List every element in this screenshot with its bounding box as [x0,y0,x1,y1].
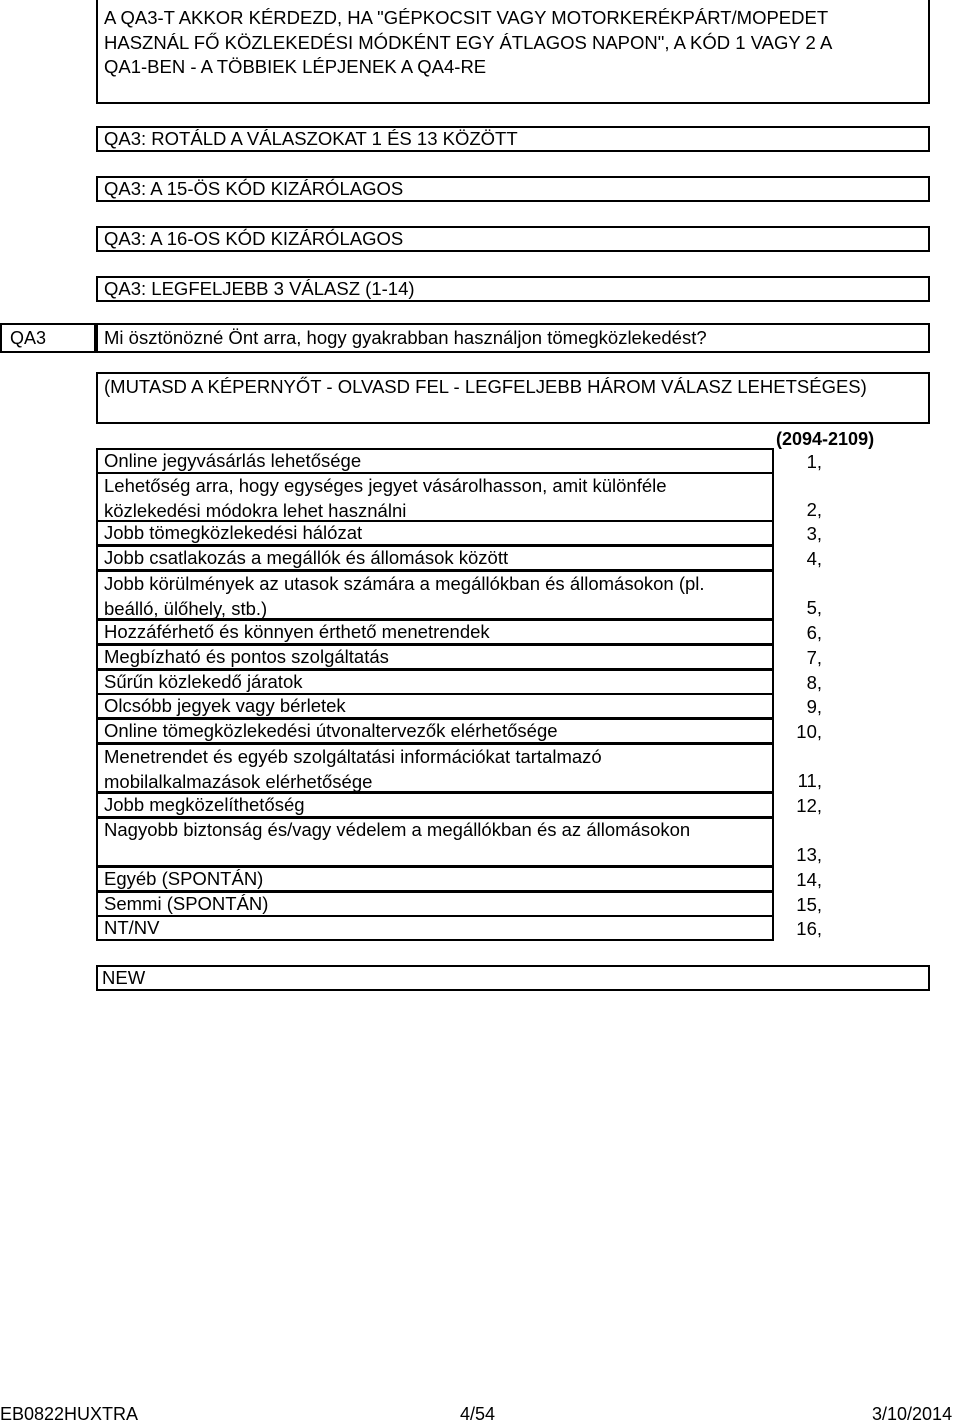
answer-option-label [96,545,774,571]
exclusive-16-instruction: QA3: A 16-OS KÓD KIZÁRÓLAGOS [96,226,930,252]
answer-option-label [96,644,774,670]
answer-option-label [96,817,774,867]
answer-option-label [96,448,774,474]
answer-option-code: 15, [796,894,822,915]
max-answers-instruction: QA3: LEGFELJEBB 3 VÁLASZ (1-14) [96,276,930,302]
answer-option-text-line: Sűrűn közlekedő járatok [104,671,303,692]
answer-option-text-line: Menetrendet és egyéb szolgáltatási információkat tartalmazó [104,746,602,767]
answer-option-text-line: Jobb tömegközlekedési hálózat [104,522,363,543]
answer-option-code: 10, [796,721,822,742]
filter-instruction-box [96,0,930,104]
answer-option-label [96,693,774,719]
answer-option-text-line: Hozzáférhető és könnyen érthető menetrendek [104,621,490,642]
answer-option-code: 8, [806,672,822,693]
answer-option-label [96,891,774,917]
answer-option-text-line: beálló, ülőhely, stb.) [104,597,268,619]
filter-instruction-line: QA1-BEN - A TÖBBIEK LÉPJENEK A QA4-RE [104,56,487,77]
answer-option-code: 7, [806,647,822,668]
answer-option-label [96,792,774,818]
answer-option-text-line: közlekedési módokra lehet használni [104,499,407,521]
rotate-instruction: QA3: ROTÁLD A VÁLASZOKAT 1 ÉS 13 KÖZÖTT [96,126,930,152]
exclusive-15-instruction: QA3: A 15-ÖS KÓD KIZÁRÓLAGOS [96,176,930,202]
answer-option-code: 16, [796,918,822,939]
new-label: NEW [96,965,930,991]
answer-option-label [96,570,774,620]
answer-option-label [96,669,774,695]
answer-option-code: 3, [806,523,822,544]
answer-option-label [96,915,774,941]
answer-option-text-line: Nagyobb biztonság és/vagy védelem a megállókban és az állomásokon [104,819,691,840]
answer-option-text-line: Lehetőség arra, hogy egységes jegyet vásárolhasson, amit különféle [104,475,667,496]
answer-option-code: 13, [796,844,822,865]
filter-instruction-line: A QA3-T AKKOR KÉRDEZD, HA "GÉPKOCSIT VAGY MOTORKERÉKPÁRT/MOPEDET [104,7,829,28]
answer-option-text-line: Jobb megközelíthetőség [104,794,305,815]
answer-option-code: 14, [796,869,822,890]
answer-option-code: 12, [796,795,822,816]
answer-option-code: 9, [806,696,822,717]
answer-option-label [96,743,774,793]
footer-page-number: 4/54 [460,1404,496,1424]
footer-date: 3/10/2014 [872,1404,953,1424]
answer-option-label [96,718,774,744]
answer-option-text-line: Egyéb (SPONTÁN) [104,868,264,889]
answer-option-code: 11, [797,770,822,791]
answer-option-text-line: Olcsóbb jegyek vagy bérletek [104,695,346,716]
answer-option-text-line: Megbízható és pontos szolgáltatás [104,646,389,667]
answer-option-code: 5, [806,597,822,618]
answer-option-text-line: Online jegyvásárlás lehetősége [104,450,362,471]
answer-option-label [96,866,774,892]
answer-option-label [96,520,774,546]
answer-option-code: 4, [806,548,822,569]
answer-option-text-line: Jobb csatlakozás a megállók és állomások között [104,547,509,568]
filter-instruction-line: HASZNÁL FŐ KÖZLEKEDÉSI MÓDKÉNT EGY ÁTLAGOS NAPON", A KÓD 1 VAGY 2 A [104,31,833,53]
answer-option-code: 1, [806,451,822,472]
answer-option-text-line: mobilalkalmazások elérhetősége [104,770,373,792]
answer-option-text-line: Semmi (SPONTÁN) [104,893,269,914]
question-code: QA3 [0,323,96,353]
answer-option-label [96,619,774,645]
question-text: Mi ösztönözné Önt arra, hogy gyakrabban használjon tömegközlekedést? [96,323,930,353]
footer-doc-id: EB0822HUXTRA [0,1404,139,1424]
answer-option-text-line: Online tömegközlekedési útvonaltervezők elérhetősége [104,720,558,741]
answer-option-code: 6, [806,622,822,643]
answer-option-text-line: NT/NV [104,917,160,938]
answer-option-label [96,472,774,522]
interviewer-instruction: (MUTASD A KÉPERNYŐT - OLVASD FEL - LEGFELJEBB HÁROM VÁLASZ LEHETSÉGES) [96,372,930,424]
answer-option-text-line: Jobb körülmények az utasok számára a megállókban és állomásokon (pl. [104,573,705,594]
column-range: (2094-2109) [776,429,875,449]
answer-option-code: 2, [806,499,822,520]
